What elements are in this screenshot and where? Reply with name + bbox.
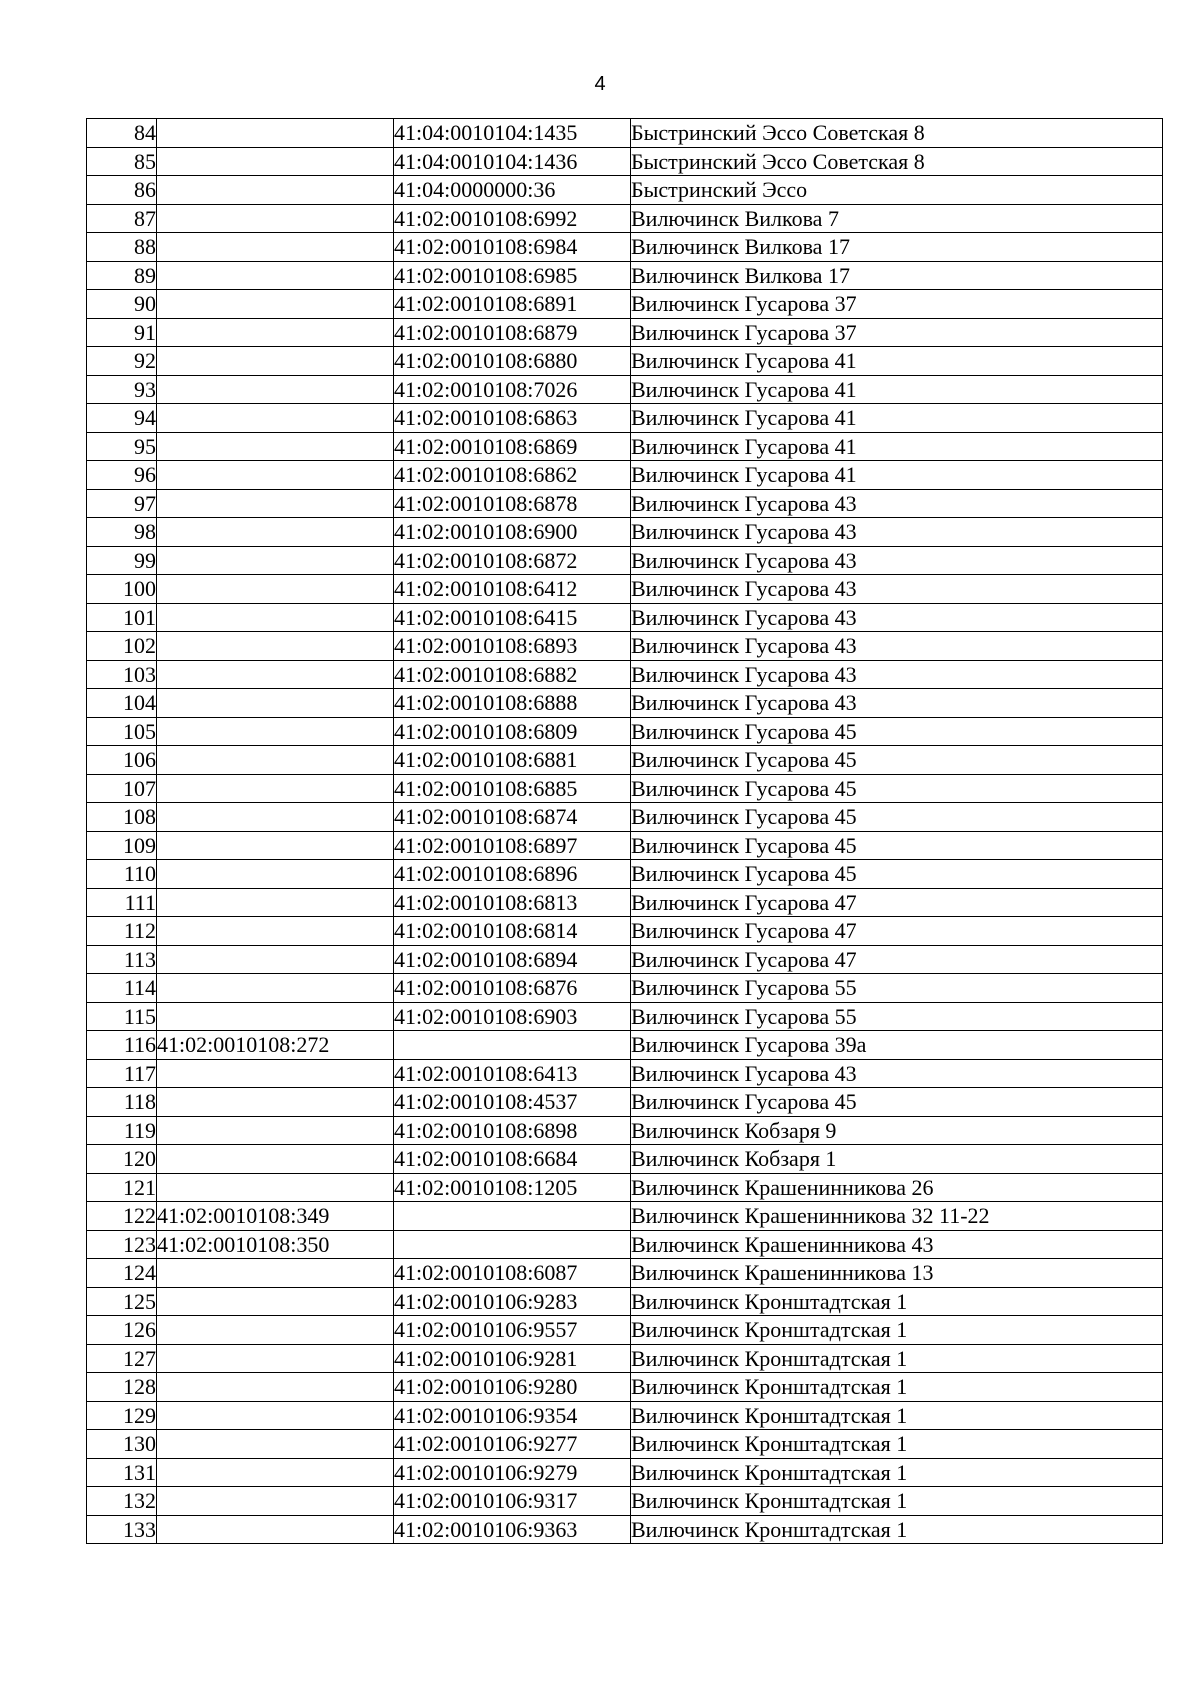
land-cadastral-number-cell: 41:02:0010108:350 [157, 1230, 394, 1259]
land-cadastral-number-cell [157, 176, 394, 205]
table-row [87, 1145, 1163, 1174]
row-number-cell: 129 [87, 1401, 157, 1430]
address-cell: Вилючинск Гусарова 43 [631, 489, 1163, 518]
object-cadastral-number-cell: 41:02:0010108:6881 [394, 746, 631, 775]
row-number-cell: 110 [87, 860, 157, 889]
land-cadastral-number-cell [157, 1287, 394, 1316]
address-cell: Вилючинск Гусарова 41 [631, 404, 1163, 433]
address-cell: Вилючинск Гусарова 47 [631, 888, 1163, 917]
table-row [87, 518, 1163, 547]
table-row [87, 1002, 1163, 1031]
row-number-cell: 84 [87, 119, 157, 148]
registry-table [86, 118, 1163, 1544]
table-row [87, 1088, 1163, 1117]
row-number-cell: 113 [87, 945, 157, 974]
table-row [87, 1458, 1163, 1487]
object-cadastral-number-cell: 41:04:0010104:1436 [394, 147, 631, 176]
land-cadastral-number-cell [157, 546, 394, 575]
land-cadastral-number-cell [157, 1145, 394, 1174]
row-number-cell: 93 [87, 375, 157, 404]
table-row [87, 1316, 1163, 1345]
address-cell: Вилючинск Гусарова 45 [631, 746, 1163, 775]
address-cell: Вилючинск Кронштадтская 1 [631, 1515, 1163, 1544]
row-number-cell: 116 [87, 1031, 157, 1060]
object-cadastral-number-cell: 41:02:0010108:6903 [394, 1002, 631, 1031]
table-row [87, 1259, 1163, 1288]
table-row [87, 1230, 1163, 1259]
object-cadastral-number-cell [394, 1202, 631, 1231]
object-cadastral-number-cell: 41:02:0010108:6894 [394, 945, 631, 974]
land-cadastral-number-cell [157, 1458, 394, 1487]
land-cadastral-number-cell [157, 917, 394, 946]
object-cadastral-number-cell: 41:04:0010104:1435 [394, 119, 631, 148]
row-number-cell: 130 [87, 1430, 157, 1459]
object-cadastral-number-cell: 41:02:0010108:6880 [394, 347, 631, 376]
table-row [87, 1287, 1163, 1316]
row-number-cell: 98 [87, 518, 157, 547]
object-cadastral-number-cell: 41:02:0010108:6984 [394, 233, 631, 262]
row-number-cell: 131 [87, 1458, 157, 1487]
object-cadastral-number-cell: 41:02:0010108:6874 [394, 803, 631, 832]
land-cadastral-number-cell [157, 1316, 394, 1345]
address-cell: Вилючинск Гусарова 41 [631, 347, 1163, 376]
land-cadastral-number-cell [157, 147, 394, 176]
land-cadastral-number-cell [157, 746, 394, 775]
address-cell: Вилючинск Гусарова 43 [631, 575, 1163, 604]
row-number-cell: 127 [87, 1344, 157, 1373]
object-cadastral-number-cell: 41:02:0010108:6896 [394, 860, 631, 889]
object-cadastral-number-cell: 41:02:0010108:6992 [394, 204, 631, 233]
row-number-cell: 87 [87, 204, 157, 233]
address-cell: Вилючинск Гусарова 43 [631, 1059, 1163, 1088]
address-cell: Вилючинск Вилкова 17 [631, 261, 1163, 290]
object-cadastral-number-cell: 41:02:0010106:9354 [394, 1401, 631, 1430]
table-row [87, 147, 1163, 176]
row-number-cell: 100 [87, 575, 157, 604]
page-number: 4 [594, 73, 606, 95]
row-number-cell: 126 [87, 1316, 157, 1345]
land-cadastral-number-cell [157, 1344, 394, 1373]
land-cadastral-number-cell [157, 660, 394, 689]
row-number-cell: 108 [87, 803, 157, 832]
row-number-cell: 103 [87, 660, 157, 689]
address-cell: Вилючинск Гусарова 41 [631, 432, 1163, 461]
address-cell: Вилючинск Гусарова 43 [631, 660, 1163, 689]
address-cell: Вилючинск Гусарова 37 [631, 318, 1163, 347]
row-number-cell: 124 [87, 1259, 157, 1288]
table-row [87, 347, 1163, 376]
object-cadastral-number-cell: 41:02:0010108:4537 [394, 1088, 631, 1117]
row-number-cell: 107 [87, 774, 157, 803]
address-cell: Вилючинск Гусарова 43 [631, 546, 1163, 575]
land-cadastral-number-cell [157, 261, 394, 290]
object-cadastral-number-cell: 41:02:0010108:6415 [394, 603, 631, 632]
table-row [87, 746, 1163, 775]
address-cell: Вилючинск Вилкова 7 [631, 204, 1163, 233]
table-row [87, 1401, 1163, 1430]
object-cadastral-number-cell: 41:02:0010108:6863 [394, 404, 631, 433]
row-number-cell: 117 [87, 1059, 157, 1088]
row-number-cell: 102 [87, 632, 157, 661]
object-cadastral-number-cell: 41:04:0000000:36 [394, 176, 631, 205]
row-number-cell: 112 [87, 917, 157, 946]
land-cadastral-number-cell [157, 404, 394, 433]
row-number-cell: 128 [87, 1373, 157, 1402]
row-number-cell: 111 [87, 888, 157, 917]
address-cell: Быстринский Эссо [631, 176, 1163, 205]
table-row [87, 917, 1163, 946]
address-cell: Вилючинск Гусарова 43 [631, 632, 1163, 661]
address-cell: Вилючинск Гусарова 41 [631, 461, 1163, 490]
row-number-cell: 133 [87, 1515, 157, 1544]
table-row [87, 632, 1163, 661]
object-cadastral-number-cell: 41:02:0010108:6891 [394, 290, 631, 319]
address-cell: Вилючинск Кронштадтская 1 [631, 1401, 1163, 1430]
land-cadastral-number-cell [157, 717, 394, 746]
land-cadastral-number-cell [157, 432, 394, 461]
land-cadastral-number-cell [157, 774, 394, 803]
row-number-cell: 118 [87, 1088, 157, 1117]
row-number-cell: 95 [87, 432, 157, 461]
table-row [87, 404, 1163, 433]
row-number-cell: 119 [87, 1116, 157, 1145]
table-row [87, 888, 1163, 917]
address-cell: Быстринский Эссо Советская 8 [631, 119, 1163, 148]
object-cadastral-number-cell: 41:02:0010108:6412 [394, 575, 631, 604]
address-cell: Вилючинск Гусарова 55 [631, 1002, 1163, 1031]
land-cadastral-number-cell [157, 1173, 394, 1202]
object-cadastral-number-cell: 41:02:0010108:6897 [394, 831, 631, 860]
row-number-cell: 97 [87, 489, 157, 518]
address-cell: Вилючинск Кронштадтская 1 [631, 1430, 1163, 1459]
table-row [87, 176, 1163, 205]
row-number-cell: 132 [87, 1487, 157, 1516]
object-cadastral-number-cell: 41:02:0010108:6872 [394, 546, 631, 575]
land-cadastral-number-cell [157, 803, 394, 832]
table-row [87, 1344, 1163, 1373]
object-cadastral-number-cell: 41:02:0010106:9557 [394, 1316, 631, 1345]
table-row [87, 860, 1163, 889]
object-cadastral-number-cell: 41:02:0010108:6900 [394, 518, 631, 547]
land-cadastral-number-cell [157, 489, 394, 518]
land-cadastral-number-cell [157, 1373, 394, 1402]
table-row [87, 1515, 1163, 1544]
object-cadastral-number-cell: 41:02:0010106:9283 [394, 1287, 631, 1316]
row-number-cell: 88 [87, 233, 157, 262]
object-cadastral-number-cell: 41:02:0010108:6862 [394, 461, 631, 490]
row-number-cell: 121 [87, 1173, 157, 1202]
land-cadastral-number-cell [157, 1059, 394, 1088]
table-row [87, 1116, 1163, 1145]
address-cell: Вилючинск Крашенинникова 32 11-22 [631, 1202, 1163, 1231]
table-row [87, 689, 1163, 718]
table-row [87, 119, 1163, 148]
address-cell: Вилючинск Гусарова 41 [631, 375, 1163, 404]
registry-table-body [87, 119, 1163, 1544]
table-row [87, 660, 1163, 689]
address-cell: Вилючинск Гусарова 45 [631, 717, 1163, 746]
object-cadastral-number-cell: 41:02:0010108:6869 [394, 432, 631, 461]
address-cell: Вилючинск Гусарова 45 [631, 803, 1163, 832]
address-cell: Вилючинск Кронштадтская 1 [631, 1287, 1163, 1316]
land-cadastral-number-cell [157, 1088, 394, 1117]
table-row [87, 974, 1163, 1003]
table-row [87, 831, 1163, 860]
address-cell: Вилючинск Гусарова 43 [631, 689, 1163, 718]
row-number-cell: 94 [87, 404, 157, 433]
address-cell: Вилючинск Кронштадтская 1 [631, 1458, 1163, 1487]
table-row [87, 1430, 1163, 1459]
land-cadastral-number-cell [157, 318, 394, 347]
address-cell: Вилючинск Гусарова 43 [631, 603, 1163, 632]
row-number-cell: 85 [87, 147, 157, 176]
table-row [87, 945, 1163, 974]
land-cadastral-number-cell [157, 204, 394, 233]
table-row [87, 546, 1163, 575]
land-cadastral-number-cell [157, 347, 394, 376]
land-cadastral-number-cell: 41:02:0010108:349 [157, 1202, 394, 1231]
row-number-cell: 99 [87, 546, 157, 575]
land-cadastral-number-cell [157, 1259, 394, 1288]
row-number-cell: 120 [87, 1145, 157, 1174]
table-row [87, 803, 1163, 832]
table-row [87, 717, 1163, 746]
address-cell: Вилючинск Гусарова 45 [631, 774, 1163, 803]
row-number-cell: 104 [87, 689, 157, 718]
object-cadastral-number-cell: 41:02:0010106:9317 [394, 1487, 631, 1516]
object-cadastral-number-cell: 41:02:0010108:6898 [394, 1116, 631, 1145]
land-cadastral-number-cell [157, 233, 394, 262]
table-row [87, 1031, 1163, 1060]
table-row [87, 1487, 1163, 1516]
object-cadastral-number-cell: 41:02:0010106:9280 [394, 1373, 631, 1402]
row-number-cell: 89 [87, 261, 157, 290]
land-cadastral-number-cell [157, 1002, 394, 1031]
object-cadastral-number-cell [394, 1230, 631, 1259]
address-cell: Вилючинск Гусарова 45 [631, 831, 1163, 860]
object-cadastral-number-cell [394, 1031, 631, 1060]
object-cadastral-number-cell: 41:02:0010106:9281 [394, 1344, 631, 1373]
table-row [87, 204, 1163, 233]
table-row [87, 261, 1163, 290]
object-cadastral-number-cell: 41:02:0010108:6882 [394, 660, 631, 689]
row-number-cell: 90 [87, 290, 157, 319]
table-row [87, 375, 1163, 404]
address-cell: Вилючинск Гусарова 45 [631, 1088, 1163, 1117]
row-number-cell: 114 [87, 974, 157, 1003]
row-number-cell: 115 [87, 1002, 157, 1031]
address-cell: Вилючинск Гусарова 47 [631, 917, 1163, 946]
land-cadastral-number-cell [157, 518, 394, 547]
address-cell: Вилючинск Крашенинникова 43 [631, 1230, 1163, 1259]
address-cell: Вилючинск Кобзаря 1 [631, 1145, 1163, 1174]
address-cell: Вилючинск Крашенинникова 13 [631, 1259, 1163, 1288]
row-number-cell: 106 [87, 746, 157, 775]
table-row [87, 774, 1163, 803]
row-number-cell: 122 [87, 1202, 157, 1231]
row-number-cell: 105 [87, 717, 157, 746]
address-cell: Быстринский Эссо Советская 8 [631, 147, 1163, 176]
land-cadastral-number-cell [157, 1487, 394, 1516]
object-cadastral-number-cell: 41:02:0010106:9277 [394, 1430, 631, 1459]
address-cell: Вилючинск Гусарова 37 [631, 290, 1163, 319]
object-cadastral-number-cell: 41:02:0010108:6087 [394, 1259, 631, 1288]
land-cadastral-number-cell [157, 119, 394, 148]
land-cadastral-number-cell [157, 689, 394, 718]
table-row [87, 290, 1163, 319]
land-cadastral-number-cell [157, 1430, 394, 1459]
address-cell: Вилючинск Кронштадтская 1 [631, 1316, 1163, 1345]
row-number-cell: 123 [87, 1230, 157, 1259]
object-cadastral-number-cell: 41:02:0010108:6878 [394, 489, 631, 518]
table-row [87, 489, 1163, 518]
object-cadastral-number-cell: 41:02:0010108:6809 [394, 717, 631, 746]
object-cadastral-number-cell: 41:02:0010108:6876 [394, 974, 631, 1003]
row-number-cell: 91 [87, 318, 157, 347]
row-number-cell: 86 [87, 176, 157, 205]
address-cell: Вилючинск Кронштадтская 1 [631, 1487, 1163, 1516]
table-row [87, 461, 1163, 490]
land-cadastral-number-cell [157, 603, 394, 632]
address-cell: Вилючинск Гусарова 45 [631, 860, 1163, 889]
address-cell: Вилючинск Кронштадтская 1 [631, 1344, 1163, 1373]
land-cadastral-number-cell [157, 860, 394, 889]
object-cadastral-number-cell: 41:02:0010106:9363 [394, 1515, 631, 1544]
address-cell: Вилючинск Крашенинникова 26 [631, 1173, 1163, 1202]
land-cadastral-number-cell [157, 1401, 394, 1430]
object-cadastral-number-cell: 41:02:0010108:7026 [394, 375, 631, 404]
address-cell: Вилючинск Гусарова 43 [631, 518, 1163, 547]
object-cadastral-number-cell: 41:02:0010108:6985 [394, 261, 631, 290]
table-row [87, 432, 1163, 461]
row-number-cell: 92 [87, 347, 157, 376]
row-number-cell: 96 [87, 461, 157, 490]
row-number-cell: 101 [87, 603, 157, 632]
address-cell: Вилючинск Гусарова 47 [631, 945, 1163, 974]
address-cell: Вилючинск Гусарова 39а [631, 1031, 1163, 1060]
object-cadastral-number-cell: 41:02:0010108:1205 [394, 1173, 631, 1202]
land-cadastral-number-cell [157, 1515, 394, 1544]
table-row [87, 575, 1163, 604]
object-cadastral-number-cell: 41:02:0010108:6814 [394, 917, 631, 946]
table-row [87, 1173, 1163, 1202]
row-number-cell: 109 [87, 831, 157, 860]
table-row [87, 1059, 1163, 1088]
land-cadastral-number-cell: 41:02:0010108:272 [157, 1031, 394, 1060]
object-cadastral-number-cell: 41:02:0010108:6893 [394, 632, 631, 661]
land-cadastral-number-cell [157, 461, 394, 490]
address-cell: Вилючинск Кобзаря 9 [631, 1116, 1163, 1145]
land-cadastral-number-cell [157, 945, 394, 974]
land-cadastral-number-cell [157, 290, 394, 319]
land-cadastral-number-cell [157, 375, 394, 404]
land-cadastral-number-cell [157, 831, 394, 860]
address-cell: Вилючинск Гусарова 55 [631, 974, 1163, 1003]
table-row [87, 233, 1163, 262]
object-cadastral-number-cell: 41:02:0010108:6813 [394, 888, 631, 917]
object-cadastral-number-cell: 41:02:0010108:6885 [394, 774, 631, 803]
address-cell: Вилючинск Кронштадтская 1 [631, 1373, 1163, 1402]
object-cadastral-number-cell: 41:02:0010108:6879 [394, 318, 631, 347]
land-cadastral-number-cell [157, 1116, 394, 1145]
object-cadastral-number-cell: 41:02:0010108:6684 [394, 1145, 631, 1174]
row-number-cell: 125 [87, 1287, 157, 1316]
table-row [87, 318, 1163, 347]
land-cadastral-number-cell [157, 632, 394, 661]
land-cadastral-number-cell [157, 575, 394, 604]
land-cadastral-number-cell [157, 974, 394, 1003]
table-row [87, 1373, 1163, 1402]
object-cadastral-number-cell: 41:02:0010108:6888 [394, 689, 631, 718]
table-row [87, 1202, 1163, 1231]
table-row [87, 603, 1163, 632]
object-cadastral-number-cell: 41:02:0010106:9279 [394, 1458, 631, 1487]
land-cadastral-number-cell [157, 888, 394, 917]
object-cadastral-number-cell: 41:02:0010108:6413 [394, 1059, 631, 1088]
address-cell: Вилючинск Вилкова 17 [631, 233, 1163, 262]
